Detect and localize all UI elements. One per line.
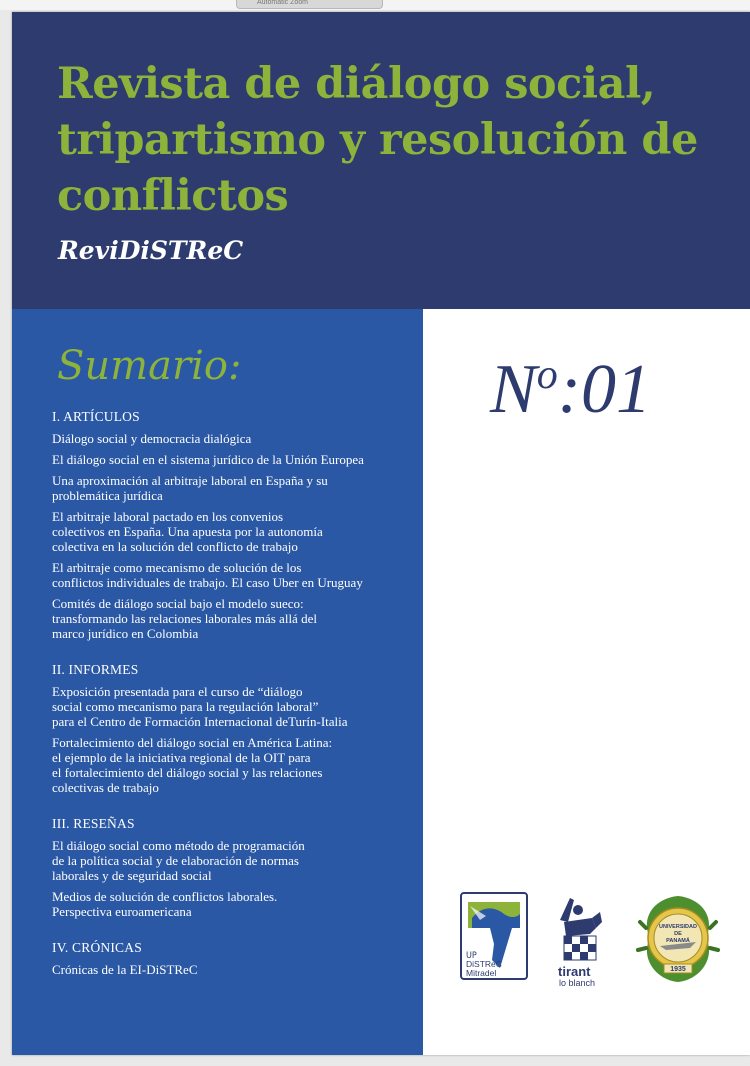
up-logo-text-2: DiSTReC [466, 959, 502, 969]
up-logo-text-1: UP [466, 951, 477, 961]
toc-item: El arbitraje como mecanismo de solución de los conflictos individuales de trabajo. El caso Uber en Uruguay [52, 560, 363, 590]
toc-item: Crónicas de la EI-DiSTReC [52, 962, 198, 977]
seal-text-3: PANAMÁ [666, 938, 690, 944]
table-of-contents [52, 409, 422, 983]
issue-prefix: N [490, 351, 537, 428]
journal-title: Revista de diálogo social, tripartismo y resolución de conflictos [57, 59, 698, 221]
sumario-heading: Sumario: [57, 343, 242, 389]
section-heading-resenas: III. RESEÑAS [52, 816, 135, 831]
tirant-logo-text: tirant [558, 964, 591, 979]
issue-sup: o [536, 352, 558, 398]
toc-item: Comités de diálogo social bajo el modelo sueco: transformando las relaciones laborales más allá del marco jurídico en Colombia [52, 596, 317, 641]
seal-text-2: DE [674, 931, 682, 937]
universidad-panama-seal [638, 896, 718, 982]
magazine-cover [12, 12, 750, 1055]
section-heading-cronicas: IV. CRÓNICAS [52, 940, 142, 955]
seal-text-1: UNIVERSIDAD [659, 924, 697, 930]
toc-item: Diálogo social y democracia dialógica [52, 431, 252, 446]
toc-item: Fortalecimiento del diálogo social en América Latina: el ejemplo de la iniciativa regional de la OIT para el fortalecimiento del diálogo social y las relaciones colectivas de trabajo [52, 735, 333, 795]
issue-number [490, 350, 651, 430]
sumario-panel [12, 309, 423, 1055]
zoom-select[interactable] [236, 0, 383, 9]
issue-suffix: :01 [557, 351, 652, 428]
section-heading-informes: II. INFORMES [52, 662, 139, 677]
toc-item: El arbitraje laboral pactado en los convenios colectivos en España. Una apuesta por la autonomía colectiva en la solución del conflicto de trabajo [52, 509, 323, 554]
publisher-logos [460, 888, 720, 988]
journal-acronym: ReviDiSTReC [58, 236, 244, 265]
toc-item: Medios de solución de conflictos laborales. Perspectiva euroamericana [52, 889, 278, 919]
up-distrec-logo [461, 893, 527, 979]
toc-item: Una aproximación al arbitraje laboral en España y su problemática jurídica [52, 473, 328, 503]
toc-item: El diálogo social como método de programación de la política social y de elaboración de normas laborales y de seguridad social [52, 838, 305, 883]
up-logo-text-3: Mitradel [466, 968, 497, 978]
seal-year: 1935 [670, 966, 686, 973]
zoom-select-label: Automatic Zoom [257, 0, 308, 6]
toc-item: El diálogo social en el sistema jurídico de la Unión Europea [52, 452, 364, 467]
section-heading-articulos: I. ARTÍCULOS [52, 409, 140, 424]
tirant-logo-subtext: lo blanch [559, 978, 596, 988]
tirant-lo-blanch-logo [558, 898, 602, 988]
cover-header [12, 12, 750, 309]
toc-item: Exposición presentada para el curso de “diálogo social como mecanismo para la regulación laboral” para el Centro de Formación Internacional deTurín-Italia [52, 684, 348, 729]
